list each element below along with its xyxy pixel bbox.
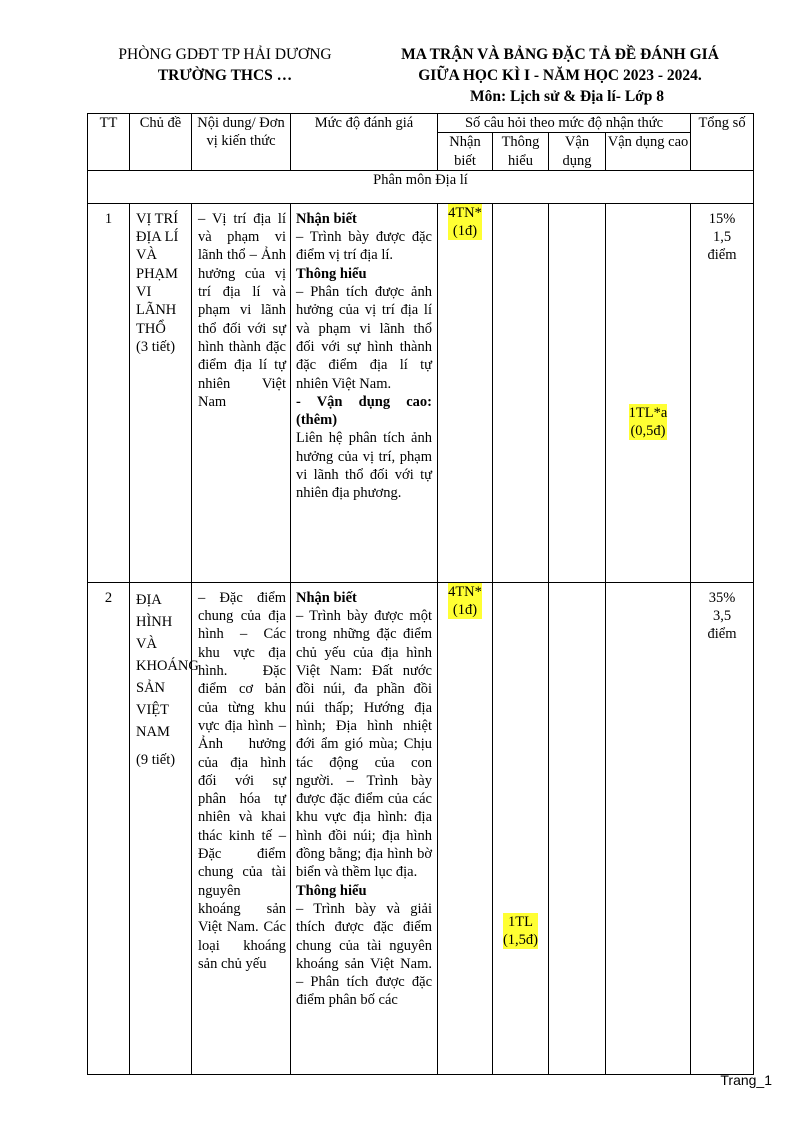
content-cell: – Vị trí địa lí và phạm vi lãnh thổ – Ảnh hưởng của vị trí địa lí và phạm vi lãnh thổ đối với sự hình thành đặc điểm địa lí tự nhiên Việt Nam: [192, 203, 291, 582]
requirement-cell: [291, 203, 438, 582]
req-text: – Trình bày được một trong những đặc điểm chủ yếu của địa hình Việt Nam: Đất nước đồi núi, đa phần đồi núi thấp; Hướng địa hình; Địa hình nhiệt đới ẩm gió mùa; Chịu tác động của con người. – Trình bày được đặc điểm của các khu vực địa hình: địa hình đồi núi; địa hình đồng bằng; địa hình bờ biển và thềm lục địa.: [296, 608, 432, 881]
req-text: – Phân tích được ảnh hưởng của vị trí địa lí và phạm vi lãnh thổ đối với sự hình thành đặc điểm địa lí tự nhiên Việt Nam.: [296, 284, 432, 392]
topic-name: VỊ TRÍ ĐỊA LÍ VÀ PHẠM VI LÃNH THỔ: [136, 210, 179, 337]
question-count: 1TL: [508, 913, 533, 930]
header-left: [100, 44, 350, 86]
question-points: (0,5đ): [630, 423, 666, 440]
req-text: – Trình bày được đặc điểm vị trí địa lí.: [296, 229, 432, 264]
req-text: Liên hệ phân tích ảnh hưởng của vị trí, phạm vi lãnh thổ đối với tự nhiên địa phương.: [296, 430, 432, 502]
total-unit: điểm: [707, 247, 737, 264]
table-row: [88, 203, 754, 582]
document-subtitle: GIỮA HỌC KÌ I - NĂM HỌC 2023 - 2024.: [418, 67, 702, 84]
header-right: [360, 44, 760, 107]
subject-line: Môn: Lịch sử & Địa lí- Lớp 8: [470, 88, 664, 105]
table-row: [88, 582, 754, 1074]
assessment-matrix-table: [87, 113, 754, 1075]
col-tt: TT: [88, 114, 130, 171]
question-count: 4TN*: [448, 204, 482, 221]
question-points: (1,5đ): [502, 932, 539, 949]
section-title: Phân môn Địa lí: [88, 170, 754, 203]
req-heading: Thông hiểu: [296, 265, 367, 282]
apply-high-cell: [606, 203, 691, 582]
topic-cell: [130, 582, 199, 1074]
question-points: (1đ): [452, 223, 478, 240]
req-heading: Nhận biết: [296, 210, 357, 227]
requirement-cell: [291, 582, 438, 1074]
page-number: Trang_1: [720, 1072, 772, 1088]
col-apply: Vận dụng: [549, 133, 606, 171]
col-topic: Chủ đề: [130, 114, 192, 171]
document-title: MA TRẬN VÀ BẢNG ĐẶC TẢ ĐỀ ĐÁNH GIÁ: [401, 46, 719, 63]
question-count: 1TL*a: [628, 404, 668, 421]
section-row: [88, 170, 754, 203]
col-recognize: Nhận biết: [438, 133, 493, 171]
question-count-badge: [448, 583, 482, 620]
recognize-cell: [438, 203, 493, 582]
total-cell: [691, 582, 754, 1074]
topic-periods: (9 tiết): [136, 751, 176, 768]
row-number: 2: [88, 582, 130, 1074]
question-count-badge: [448, 204, 482, 241]
req-heading: Thông hiểu: [296, 882, 367, 899]
question-count-badge: [503, 913, 538, 950]
total-points: 1,5: [712, 229, 732, 246]
apply-high-cell: [606, 582, 691, 1074]
total-percent: 15%: [708, 210, 736, 227]
total-percent: 35%: [708, 589, 736, 606]
col-understand: Thông hiểu: [493, 133, 549, 171]
understand-cell: [493, 582, 549, 1074]
topic-periods: (3 tiết): [136, 338, 176, 355]
question-points: (1đ): [452, 602, 478, 619]
col-apply-high: Vận dụng cao: [606, 133, 691, 171]
total-unit: điểm: [707, 626, 737, 643]
topic-name: ĐỊA HÌNH VÀ KHOÁNG SẢN VIỆT NAM: [136, 591, 199, 740]
total-cell: [691, 203, 754, 582]
req-heading: - Vận dụng cao: (thêm): [296, 393, 432, 429]
understand-cell: [493, 203, 549, 582]
req-heading: Nhận biết: [296, 589, 357, 606]
col-level: Mức độ đánh giá: [291, 114, 438, 171]
total-points: 3,5: [712, 608, 732, 625]
apply-cell: [549, 582, 606, 1074]
department-name: PHÒNG GDĐT TP HẢI DƯƠNG: [118, 46, 332, 63]
col-content: Nội dung/ Đơn vị kiến thức: [192, 114, 291, 171]
row-number: 1: [88, 203, 130, 582]
col-questions: Số câu hỏi theo mức độ nhận thức: [438, 114, 691, 133]
content-cell: – Đặc điểm chung của địa hình – Các khu vực địa hình. Đặc điểm cơ bản của từng khu vực địa hình – Ảnh hưởng của địa hình đối với sự phân hóa tự nhiên và khai thác kinh tế – Đặc điểm chung của tài nguyên khoáng sản Việt Nam. Các loại khoáng sản chủ yếu: [192, 582, 291, 1074]
apply-cell: [549, 203, 606, 582]
question-count: 4TN*: [448, 583, 482, 600]
recognize-cell: [438, 582, 493, 1074]
school-name: TRƯỜNG THCS …: [157, 67, 293, 84]
question-count-badge: [629, 404, 668, 441]
topic-cell: [130, 203, 192, 582]
header-row: [88, 114, 754, 133]
req-text: – Trình bày và giải thích được đặc điểm chung của tài nguyên khoáng sản Việt Nam. – Phân tích được đặc điểm phân bố các: [296, 900, 432, 1009]
col-total: Tổng số: [691, 114, 754, 171]
